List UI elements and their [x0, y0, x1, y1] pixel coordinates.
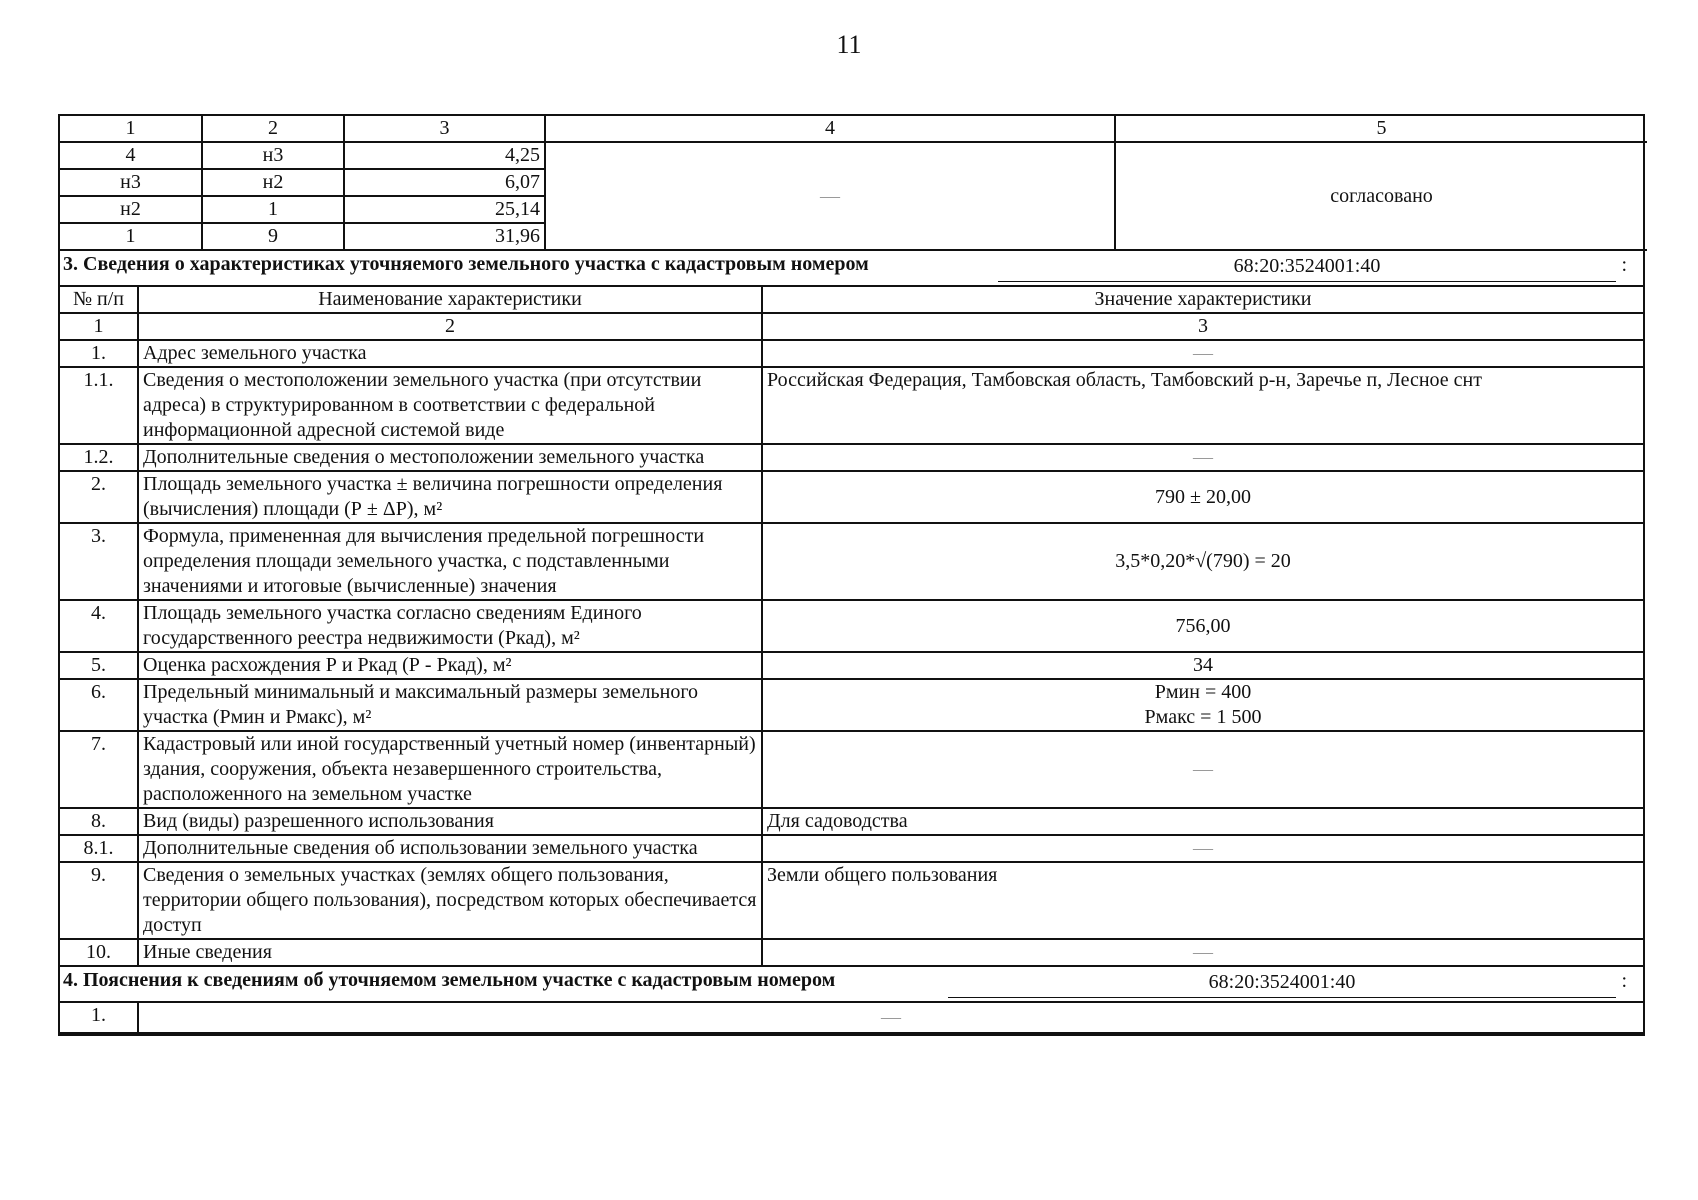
- explanation-value: —: [138, 1003, 1643, 1033]
- characteristic-name: Формула, примененная для вычисления предельной погрешности определения площади земельного участка, с подставленными значениями и итоговые (вычисленные) значения: [138, 523, 762, 600]
- characteristic-number: 6.: [60, 679, 138, 731]
- boundary-row: [60, 142, 1647, 169]
- subheader-2: 2: [138, 313, 762, 340]
- characteristic-number: 1.2.: [60, 444, 138, 471]
- status-agreed: согласовано: [1115, 142, 1647, 250]
- header-value: Значение характеристики: [762, 287, 1643, 313]
- characteristic-value: —: [762, 444, 1643, 471]
- characteristic-value: Земли общего пользования: [762, 862, 1643, 939]
- point-from: 1: [60, 223, 202, 250]
- characteristic-name: Иные сведения: [138, 939, 762, 966]
- characteristic-number: 2.: [60, 471, 138, 523]
- characteristic-value: Российская Федерация, Тамбовская область, Тамбовский р-н, Заречье п, Лесное снт: [762, 367, 1643, 444]
- explanations-table: [60, 1003, 1643, 1034]
- characteristic-name: Площадь земельного участка ± величина погрешности определения (вычисления) площади (Р ± ΔР), м²: [138, 471, 762, 523]
- characteristic-value: Для садоводства: [762, 808, 1643, 835]
- characteristic-name: Адрес земельного участка: [138, 340, 762, 367]
- section4-title: 4. Пояснения к сведениям об уточняемом земельном участке с кадастровым номером: [63, 969, 836, 991]
- characteristic-row: [60, 471, 1643, 523]
- characteristic-name: Предельный минимальный и максимальный размеры земельного участка (Рмин и Рмакс), м²: [138, 679, 762, 731]
- characteristic-number: 8.1.: [60, 835, 138, 862]
- characteristic-value: —: [762, 835, 1643, 862]
- section4-cadastral-number: 68:20:3524001:40: [948, 971, 1616, 998]
- characteristic-value: —: [762, 340, 1643, 367]
- characteristic-row: [60, 835, 1643, 862]
- characteristic-value: 756,00: [762, 600, 1643, 652]
- col-header-5: 5: [1115, 116, 1647, 142]
- characteristic-number: 3.: [60, 523, 138, 600]
- characteristic-row: [60, 367, 1643, 444]
- point-to: 9: [202, 223, 344, 250]
- boundary-table: [60, 116, 1647, 251]
- characteristic-value: —: [762, 731, 1643, 808]
- boundary-table-header: [60, 116, 1647, 142]
- characteristic-row: [60, 731, 1643, 808]
- characteristic-row: [60, 862, 1643, 939]
- point-from: 4: [60, 142, 202, 169]
- explanation-number: 1.: [60, 1003, 138, 1033]
- section3-title: 3. Сведения о характеристиках уточняемого земельного участка с кадастровым номером: [63, 253, 869, 275]
- characteristic-value: 3,5*0,20*√(790) = 20: [762, 523, 1643, 600]
- characteristic-name: Сведения о земельных участках (землях общего пользования, территории общего пользования), посредством которых обеспечивается доступ: [138, 862, 762, 939]
- characteristic-value: 790 ± 20,00: [762, 471, 1643, 523]
- page-number: 11: [836, 30, 862, 59]
- characteristic-number: 1.: [60, 340, 138, 367]
- characteristics-header: [60, 287, 1643, 313]
- col-header-2: 2: [202, 116, 344, 142]
- col-header-1: 1: [60, 116, 202, 142]
- section3-cadastral-number: 68:20:3524001:40: [998, 255, 1616, 282]
- characteristic-number: 5.: [60, 652, 138, 679]
- characteristics-table: [60, 287, 1643, 967]
- explanation-row: [60, 1003, 1643, 1033]
- col4-merged-value: —: [545, 142, 1115, 250]
- explanations-rows: [60, 1003, 1643, 1033]
- section4-heading: [60, 967, 1643, 1003]
- point-to: н3: [202, 142, 344, 169]
- characteristic-number: 9.: [60, 862, 138, 939]
- section3-colon: :: [1621, 254, 1627, 276]
- characteristic-row: [60, 939, 1643, 966]
- characteristic-number: 10.: [60, 939, 138, 966]
- col-header-3: 3: [344, 116, 545, 142]
- characteristic-row: [60, 808, 1643, 835]
- section3-heading: [60, 251, 1643, 287]
- characteristic-number: 7.: [60, 731, 138, 808]
- characteristic-name: Дополнительные сведения о местоположении земельного участка: [138, 444, 762, 471]
- characteristic-name: Сведения о местоположении земельного участка (при отсутствии адреса) в структурированном в соответствии с федеральной информационной адресной системой виде: [138, 367, 762, 444]
- characteristic-value: Рмин = 400 Рмакс = 1 500: [762, 679, 1643, 731]
- point-to: н2: [202, 169, 344, 196]
- header-number: № п/п: [60, 287, 138, 313]
- characteristic-row: [60, 444, 1643, 471]
- point-to: 1: [202, 196, 344, 223]
- characteristic-number: 8.: [60, 808, 138, 835]
- characteristics-rows: [60, 340, 1643, 966]
- point-from: н2: [60, 196, 202, 223]
- subheader-3: 3: [762, 313, 1643, 340]
- document-sheet: [58, 114, 1645, 1036]
- characteristic-name: Дополнительные сведения об использовании земельного участка: [138, 835, 762, 862]
- characteristic-value: 34: [762, 652, 1643, 679]
- characteristic-name: Вид (виды) разрешенного использования: [138, 808, 762, 835]
- segment-length: 4,25: [344, 142, 545, 169]
- segment-length: 25,14: [344, 196, 545, 223]
- segment-length: 31,96: [344, 223, 545, 250]
- characteristics-subheader: [60, 313, 1643, 340]
- header-name: Наименование характеристики: [138, 287, 762, 313]
- section4-colon: :: [1621, 970, 1627, 992]
- characteristic-number: 4.: [60, 600, 138, 652]
- characteristic-row: [60, 600, 1643, 652]
- characteristic-number: 1.1.: [60, 367, 138, 444]
- characteristic-row: [60, 679, 1643, 731]
- characteristic-name: Кадастровый или иной государственный учетный номер (инвентарный) здания, сооружения, объекта незавершенного строительства, расположенного на земельном участке: [138, 731, 762, 808]
- point-from: н3: [60, 169, 202, 196]
- characteristic-row: [60, 340, 1643, 367]
- characteristic-name: Оценка расхождения Р и Ркад (Р - Ркад), м²: [138, 652, 762, 679]
- characteristic-value: —: [762, 939, 1643, 966]
- col-header-4: 4: [545, 116, 1115, 142]
- segment-length: 6,07: [344, 169, 545, 196]
- characteristic-row: [60, 652, 1643, 679]
- characteristic-name: Площадь земельного участка согласно сведениям Единого государственного реестра недвижимости (Ркад), м²: [138, 600, 762, 652]
- subheader-1: 1: [60, 313, 138, 340]
- characteristic-row: [60, 523, 1643, 600]
